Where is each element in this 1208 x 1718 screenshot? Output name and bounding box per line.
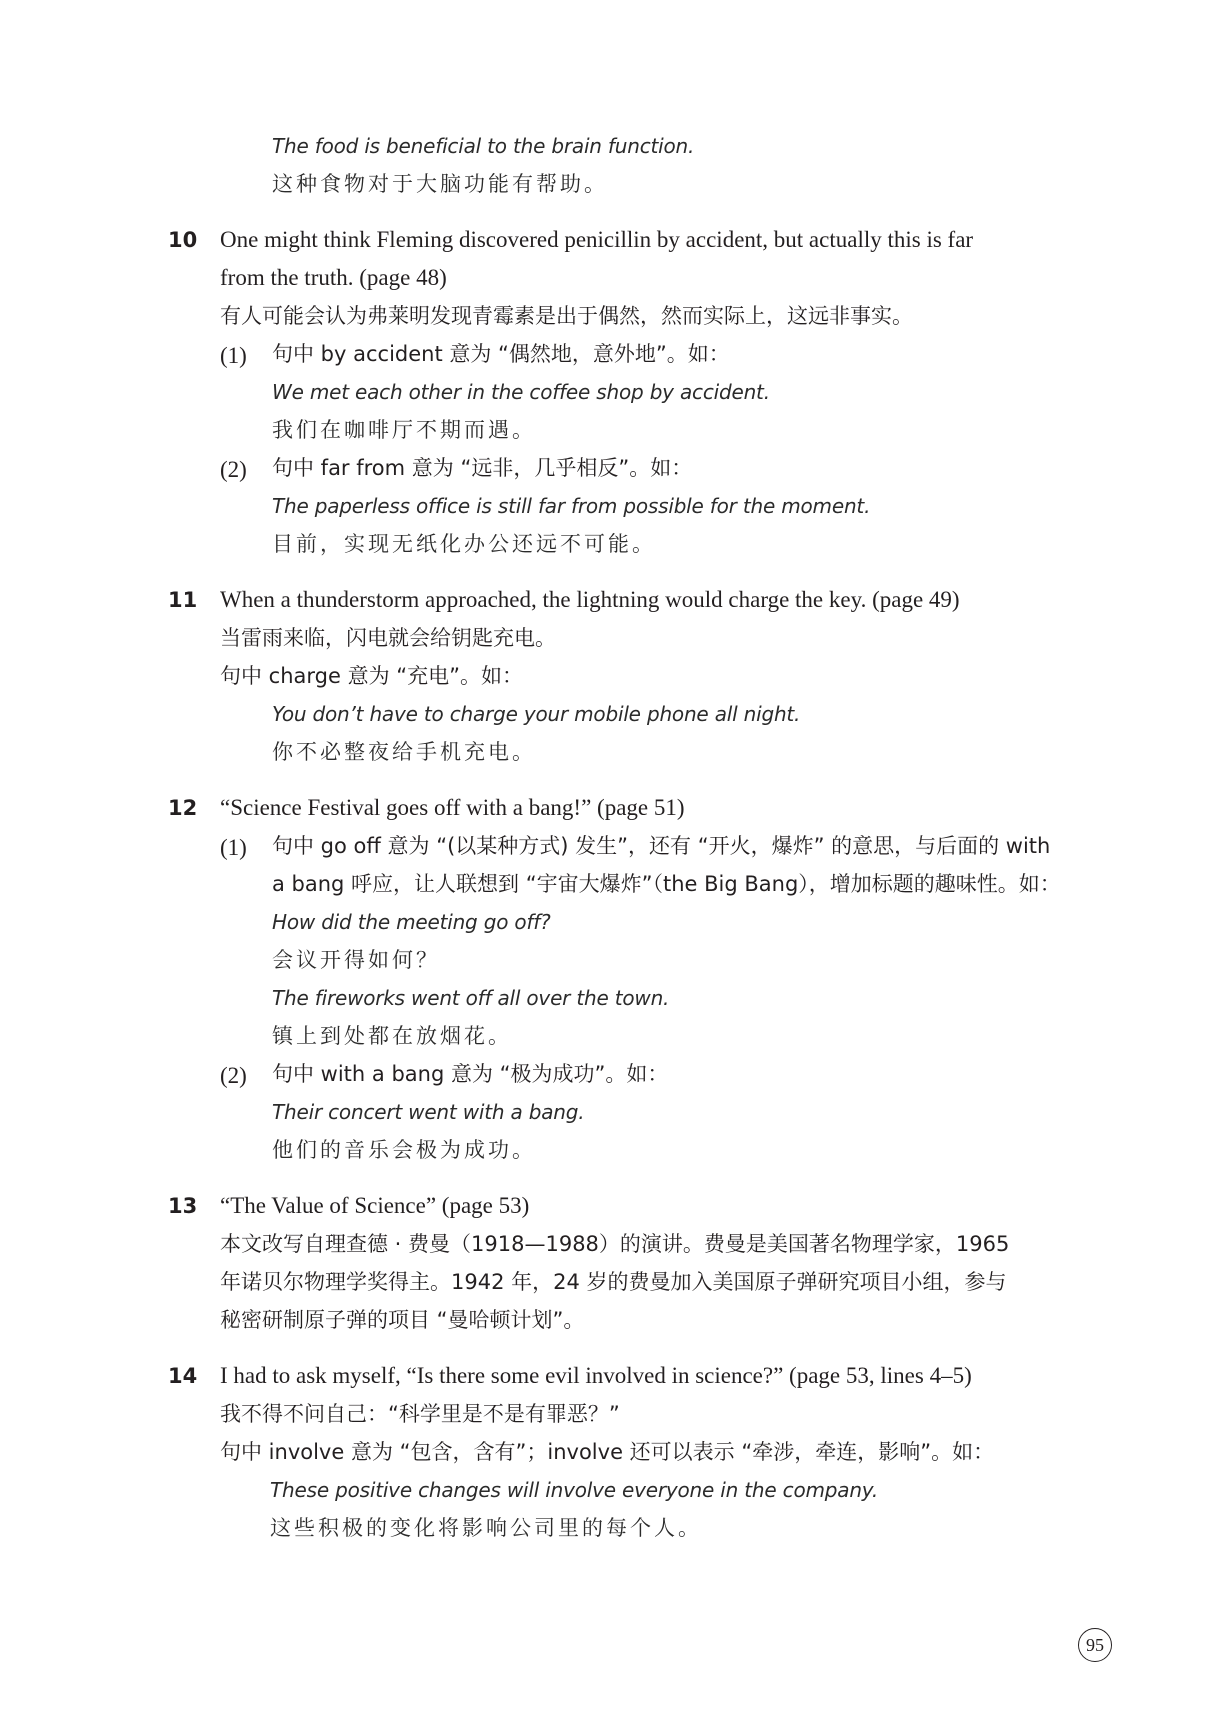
item-text: 本文改写自理查德 · 费曼（1918—1988）的演讲。费曼是美国著名物理学家，1965 — [220, 1232, 1010, 1256]
item-sentence: “The Value of Science” (page 53) — [220, 1193, 530, 1218]
example-zh: 镇上到处都在放烟花。 — [272, 1024, 512, 1048]
item-translation: 当雷雨来临，闪电就会给钥匙充电。 — [220, 626, 556, 650]
example-en: We met each other in the coffee shop by accident. — [272, 380, 770, 404]
item-number: 13 — [168, 1194, 198, 1218]
item-translation: 我不得不问自己：“科学里是不是有罪恶？” — [220, 1402, 620, 1426]
item-sentence: One might think Fleming discovered penicillin by accident, but actually this is far — [220, 227, 974, 252]
sub-point-text: 句中 go off 意为 “(以某种方式) 发生”，还有 “开火，爆炸” 的意思，与后面的 with — [272, 834, 1051, 858]
sub-point-text: 句中 by accident 意为 “偶然地，意外地”。如： — [272, 342, 730, 366]
sub-point-label: (1) — [220, 343, 247, 368]
item-number: 14 — [168, 1364, 198, 1388]
item-translation: 有人可能会认为弗莱明发现青霉素是出于偶然，然而实际上，这远非事实。 — [220, 304, 913, 328]
example-en: The fireworks went off all over the town. — [272, 986, 670, 1010]
example-zh: 这些积极的变化将影响公司里的每个人。 — [270, 1516, 702, 1540]
example-en: These positive changes will involve everyone in the company. — [270, 1478, 879, 1502]
sub-point-label: (1) — [220, 835, 247, 860]
example-zh: 会议开得如何？ — [272, 948, 440, 972]
example-en: The food is beneficial to the brain function. — [272, 134, 695, 158]
example-zh: 目前，实现无纸化办公还远不可能。 — [272, 532, 656, 556]
example-zh: 我们在咖啡厅不期而遇。 — [272, 418, 536, 442]
item-note: 句中 involve 意为 “包含，含有”；involve 还可以表示 “牵涉，牵连，影响”。如： — [220, 1440, 995, 1464]
example-zh: 你不必整夜给手机充电。 — [272, 740, 536, 764]
item-sentence: When a thunderstorm approached, the lightning would charge the key. (page 49) — [220, 587, 960, 612]
item-number: 10 — [168, 228, 198, 252]
sub-point-text: 句中 with a bang 意为 “极为成功”。如： — [272, 1062, 669, 1086]
item-sentence: “Science Festival goes off with a bang!” (page 51) — [220, 795, 685, 820]
item-note: 句中 charge 意为 “充电”。如： — [220, 664, 524, 688]
example-zh: 这种食物对于大脑功能有帮助。 — [272, 172, 608, 196]
example-en: How did the meeting go off? — [272, 910, 551, 934]
example-en: You don’t have to charge your mobile phone all night. — [272, 702, 801, 726]
example-zh: 他们的音乐会极为成功。 — [272, 1138, 536, 1162]
item-number: 12 — [168, 796, 198, 820]
sub-point-text: a bang 呼应，让人联想到 “宇宙大爆炸”（the Big Bang），增加标题的趣味性。如： — [272, 872, 1061, 896]
item-sentence: from the truth. (page 48) — [220, 265, 447, 290]
sub-point-text: 句中 far from 意为 “远非，几乎相反”。如： — [272, 456, 693, 480]
item-text: 年诺贝尔物理学奖得主。1942 年，24 岁的费曼加入美国原子弹研究项目小组，参与 — [220, 1270, 1007, 1294]
item-sentence: I had to ask myself, “Is there some evil involved in science?” (page 53, lines 4–5) — [220, 1363, 972, 1388]
sub-point-label: (2) — [220, 457, 247, 482]
example-en: The paperless office is still far from possible for the moment. — [272, 494, 871, 518]
sub-point-label: (2) — [220, 1063, 247, 1088]
example-en: Their concert went with a bang. — [272, 1100, 585, 1124]
page-number: 95 — [1078, 1628, 1112, 1662]
item-text: 秘密研制原子弹的项目 “曼哈顿计划”。 — [220, 1308, 585, 1332]
item-number: 11 — [168, 588, 198, 612]
